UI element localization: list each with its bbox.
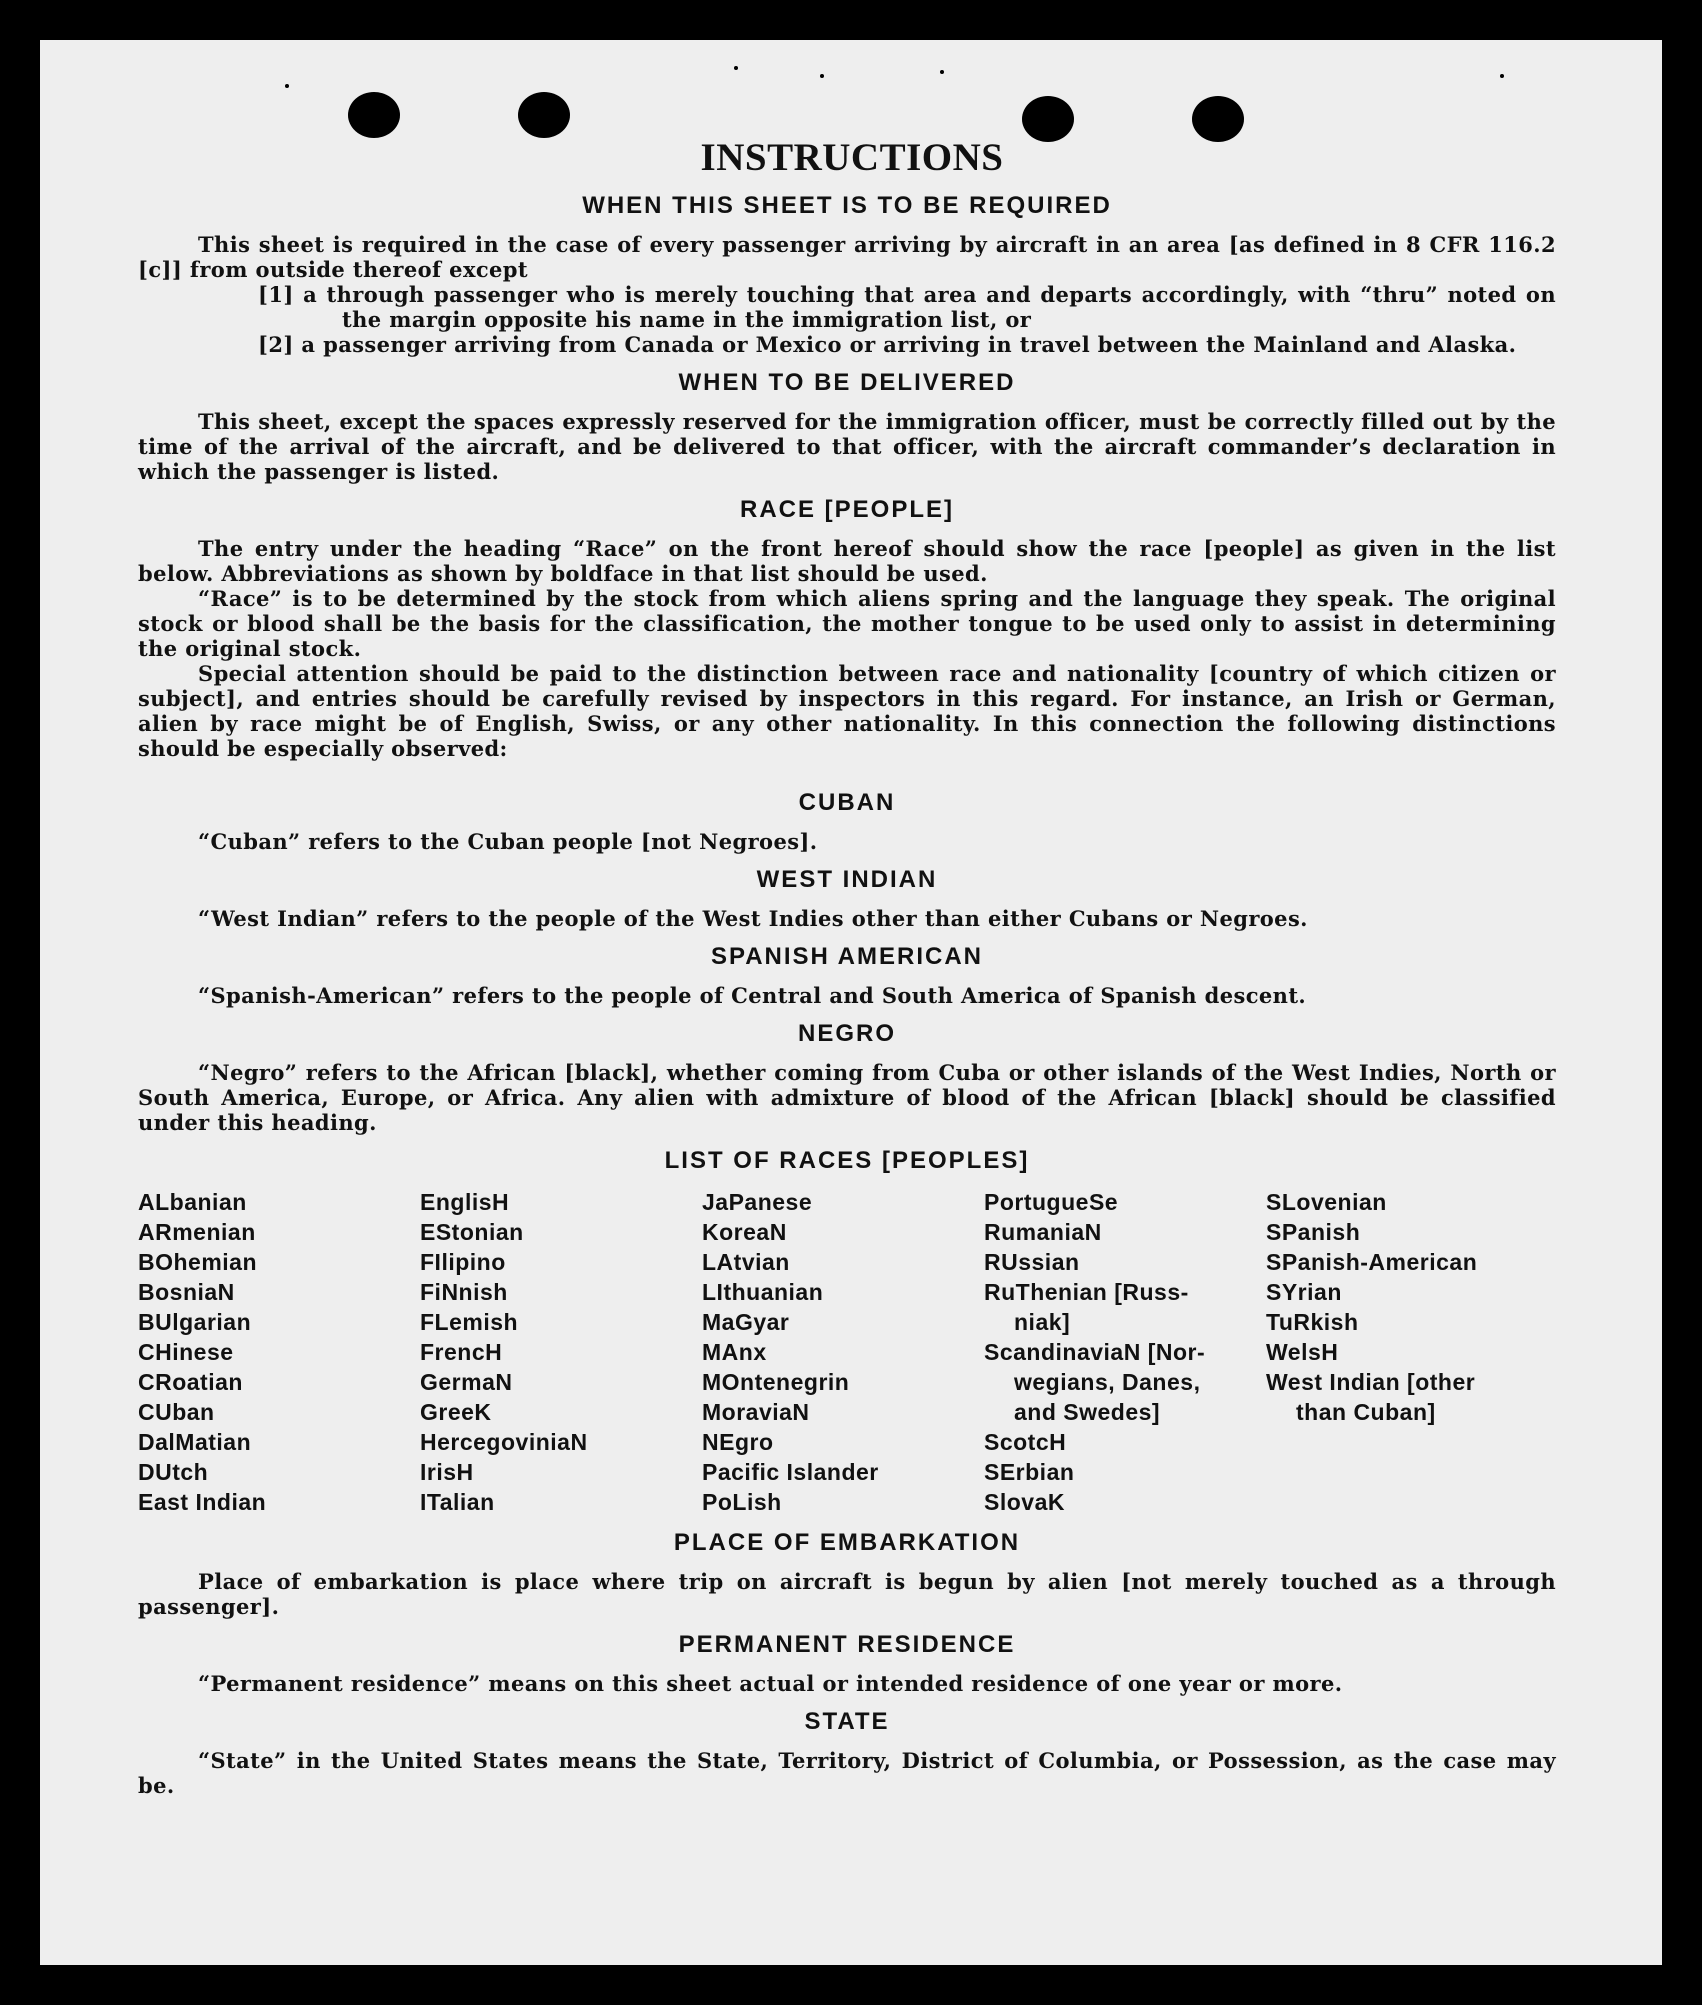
heading-delivered: WHEN TO BE DELIVERED <box>678 369 1016 396</box>
required-item-1: [1] a through passenger who is merely touching that area and departs accordingly, with “thru” noted on the margin opposite his name in the immigration list, or <box>258 282 1556 332</box>
race-item: MoraviaN <box>702 1399 810 1425</box>
heading-spanish-american: SPANISH AMERICAN <box>710 943 983 970</box>
race-item: DUtch <box>138 1459 209 1485</box>
heading-residence: PERMANENT RESIDENCE <box>678 1631 1016 1658</box>
race-item-continuation: than Cuban] <box>1296 1399 1436 1425</box>
race-item-continuation: niak] <box>1014 1309 1071 1335</box>
speck <box>734 66 738 70</box>
race-item: CRoatian <box>138 1369 243 1395</box>
race-item: LIthuanian <box>702 1279 824 1305</box>
race-item: ALbanian <box>138 1189 247 1215</box>
race-item: KoreaN <box>702 1219 787 1245</box>
race-item: ScandinaviaN [Nor- <box>984 1339 1206 1365</box>
heading-embarkation: PLACE OF EMBARKATION <box>673 1529 1021 1556</box>
race-item: RuThenian [Russ- <box>984 1279 1189 1305</box>
race-item-continuation: and Swedes] <box>1014 1399 1161 1425</box>
race-item: ARmenian <box>138 1219 256 1245</box>
delivered-text: This sheet, except the spaces expressly reserved for the immigration officer, must be correctly filled out by the time of the arrival of the aircraft, and be delivered to that officer, with the aircraft commander’s declaration in which the passenger is listed. <box>138 409 1556 484</box>
heading-races-list: LIST OF RACES [PEOPLES] <box>664 1147 1030 1174</box>
document-page <box>40 40 1662 1965</box>
race-item: RumaniaN <box>984 1219 1102 1245</box>
race-item: MOntenegrin <box>702 1369 850 1395</box>
heading-west-indian: WEST INDIAN <box>756 866 938 893</box>
race-item: EnglisH <box>420 1189 510 1215</box>
race-item: BOhemian <box>138 1249 258 1275</box>
heading-state: STATE <box>804 1708 890 1735</box>
race-paragraph-2: “Race” is to be determined by the stock from which aliens spring and the language they speak. The original stock or blood shall be the basis for the classification, the mother tongue to be used only to assist in determining the original stock. <box>138 586 1556 661</box>
speck <box>285 84 289 88</box>
race-item: FiNnish <box>420 1279 508 1305</box>
races-column-5 <box>1266 1187 1548 1517</box>
race-item: East Indian <box>138 1489 267 1515</box>
race-item: HercegoviniaN <box>420 1429 588 1455</box>
heading-race: RACE [PEOPLE] <box>739 496 954 523</box>
embarkation-text: Place of embarkation is place where trip on aircraft is begun by alien [not merely touched as a through passenger]. <box>138 1569 1556 1619</box>
race-paragraph-1: The entry under the heading “Race” on the front hereof should show the race [people] as given in the list below. Abbreviations as shown by boldface in that list should be used. <box>138 536 1556 586</box>
race-item: SPanish-American <box>1266 1249 1478 1275</box>
west-indian-text: “West Indian” refers to the people of the West Indies other than either Cubans or Negroes. <box>198 906 1308 931</box>
state-text: “State” in the United States means the State, Territory, District of Columbia, or Possession, as the case may be. <box>138 1748 1556 1798</box>
races-column-3 <box>702 1187 984 1517</box>
cuban-text: “Cuban” refers to the Cuban people [not Negroes]. <box>198 829 818 854</box>
race-item: FLemish <box>420 1309 519 1335</box>
residence-text: “Permanent residence” means on this sheet actual or intended residence of one year or more. <box>198 1671 1343 1696</box>
spanish-american-text: “Spanish-American” refers to the people of Central and South America of Spanish descent. <box>198 983 1307 1008</box>
race-item: ScotcH <box>984 1429 1067 1455</box>
race-item: LAtvian <box>702 1249 790 1275</box>
race-item: PortugueSe <box>984 1189 1119 1215</box>
required-item-2: [2] a passenger arriving from Canada or Mexico or arriving in travel between the Mainland and Alaska. <box>258 332 1517 357</box>
page-title: INSTRUCTIONS <box>700 136 1004 179</box>
race-item: IrisH <box>420 1459 474 1485</box>
race-item: SYrian <box>1266 1279 1342 1305</box>
races-column-2 <box>420 1187 702 1517</box>
races-list <box>138 1187 1556 1517</box>
race-item: West Indian [other <box>1266 1369 1476 1395</box>
race-item: FIlipino <box>420 1249 506 1275</box>
negro-text: “Negro” refers to the African [black], whether coming from Cuba or other islands of the West Indies, North or South America, Europe, or Africa. Any alien with admixture of blood of the African [black] should be classified under this heading. <box>138 1060 1556 1135</box>
punch-hole <box>518 92 570 138</box>
race-item: BosniaN <box>138 1279 235 1305</box>
race-item: NEgro <box>702 1429 774 1455</box>
race-item: MaGyar <box>702 1309 790 1335</box>
heading-cuban: CUBAN <box>798 789 896 816</box>
race-item: JaPanese <box>702 1189 813 1215</box>
speck <box>1500 74 1504 78</box>
race-item: Pacific Islander <box>702 1459 879 1485</box>
race-item: SErbian <box>984 1459 1075 1485</box>
speck <box>940 70 944 74</box>
race-item: WelsH <box>1266 1339 1339 1365</box>
race-item: SLovenian <box>1266 1189 1387 1215</box>
race-item-continuation: wegians, Danes, <box>1014 1369 1201 1395</box>
race-item: TuRkish <box>1266 1309 1359 1335</box>
race-item: ITalian <box>420 1489 495 1515</box>
race-item: RUssian <box>984 1249 1080 1275</box>
required-intro: This sheet is required in the case of every passenger arriving by aircraft in an area [as defined in 8 CFR 116.2 [c]] from outside thereof except <box>138 232 1556 282</box>
race-item: SPanish <box>1266 1219 1361 1245</box>
race-item: CUban <box>138 1399 215 1425</box>
race-paragraph-3: Special attention should be paid to the distinction between race and nationality [country of which citizen or subject], and entries should be carefully revised by inspectors in this regard. For instance, an Irish or German, alien by race might be of English, Swiss, or any other nationality. In this connection the following distinctions should be especially observed: <box>138 661 1556 761</box>
races-column-4 <box>984 1187 1266 1517</box>
instructions-content <box>138 135 1556 1798</box>
heading-negro: NEGRO <box>797 1020 896 1047</box>
race-item: FrencH <box>420 1339 503 1365</box>
speck <box>820 74 824 78</box>
race-item: CHinese <box>138 1339 234 1365</box>
race-item: GermaN <box>420 1369 513 1395</box>
races-column-1 <box>138 1187 420 1517</box>
punch-hole <box>348 92 400 138</box>
race-item: EStonian <box>420 1219 524 1245</box>
heading-required: WHEN THIS SHEET IS TO BE REQUIRED <box>582 192 1112 219</box>
race-item: BUlgarian <box>138 1309 252 1335</box>
race-item: PoLish <box>702 1489 782 1515</box>
race-item: GreeK <box>420 1399 492 1425</box>
race-item: SlovaK <box>984 1489 1065 1515</box>
race-item: DalMatian <box>138 1429 252 1455</box>
race-item: MAnx <box>702 1339 767 1365</box>
